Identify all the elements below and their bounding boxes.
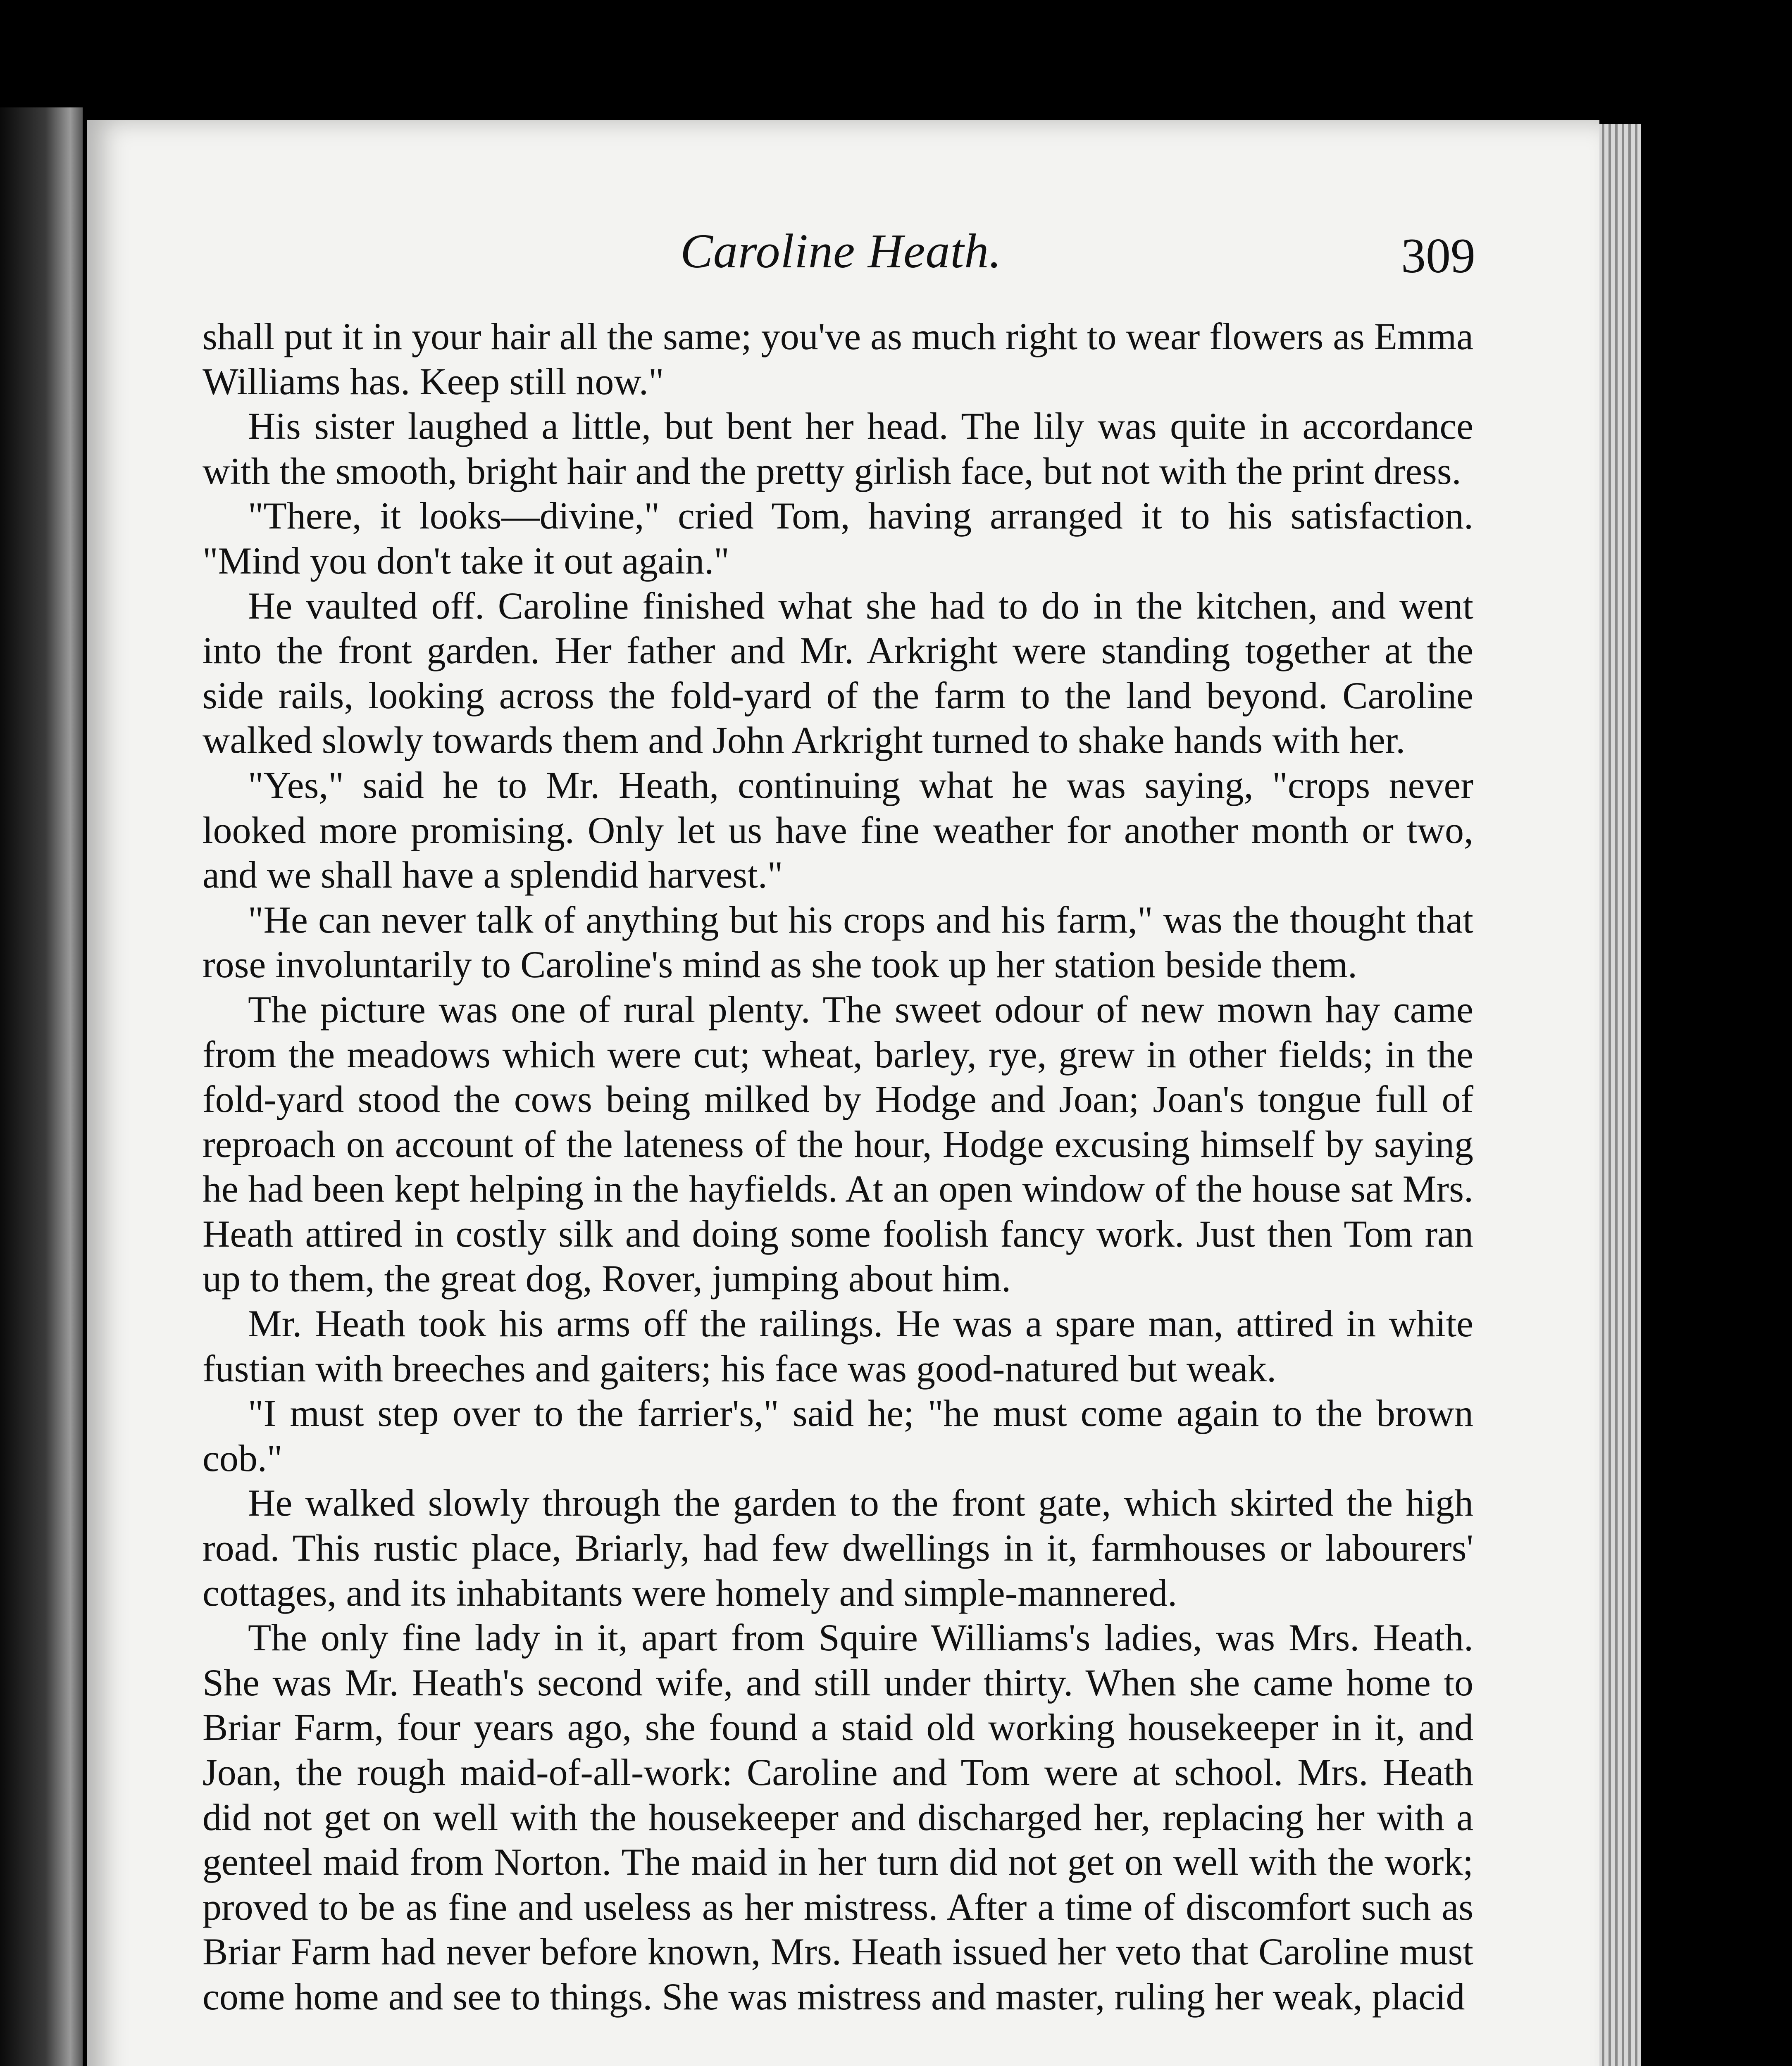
paragraph: He walked slowly through the garden to the front gate, which skirted the high road. This rustic place, Briarly, had few dwellings in it, farmhouses or labourers' cottages, and its inhabitants were homely and simple-mannered. xyxy=(203,1482,1473,1614)
book-spine xyxy=(0,107,83,2066)
body-text xyxy=(203,314,1473,2019)
paragraph: He vaulted off. Caroline finished what she had to do in the kitchen, and went into the front garden. Her father and Mr. Arkright were standing together at the side rails, looking across the fold-yard of the farm to the land beyond. Caroline walked slowly towards them and John Arkright turned to shake hands with her. xyxy=(203,584,1473,762)
paragraph: Mr. Heath took his arms off the railings. He was a spare man, attired in white fustian with breeches and gaiters; his face was good-natured but weak. xyxy=(203,1302,1473,1390)
paragraph: His sister laughed a little, but bent her head. The lily was quite in accordance with the smooth, bright hair and the pretty girlish face, but not with the print dress. xyxy=(203,405,1473,492)
page-number: 309 xyxy=(1401,228,1475,283)
paragraph: shall put it in your hair all the same; you've as much right to wear flowers as Emma Williams has. Keep still now." xyxy=(203,315,1473,402)
paragraph: The only fine lady in it, apart from Squire Williams's ladies, was Mrs. Heath. She was Mr. Heath's second wife, and still under thirty. When she came home to Briar Farm, four years ago, she found a staid old working housekeeper in it, and Joan, the rough maid-of-all-work: Caroline and Tom were at school. Mrs. Heath did not get on well with the housekeeper and discharged her, replacing her with a genteel maid from Norton. The maid in her turn did not get on well with the work; proved to be as fine and useless as her mistress. After a time of discomfort such as Briar Farm had never before known, Mrs. Heath issued her veto that Caroline must come home and see to things. She was mistress and master, ruling her weak, placid xyxy=(203,1616,1473,2018)
paragraph: "He can never talk of anything but his crops and his farm," was the thought that rose involuntarily to Caroline's mind as she took up her station beside them. xyxy=(203,898,1473,986)
paragraph: "There, it looks—divine," cried Tom, having arranged it to his satisfaction. "Mind you don't take it out again." xyxy=(203,495,1473,582)
paragraph: "Yes," said he to Mr. Heath, continuing what he was saying, "crops never looked more promising. Only let us have fine weather for another month or two, and we shall have a splendid harvest." xyxy=(203,764,1473,896)
book-page xyxy=(87,120,1599,2066)
paragraph: The picture was one of rural plenty. The sweet odour of new mown hay came from the meadows which were cut; wheat, barley, rye, grew in other fields; in the fold-yard stood the cows being milked by Hodge and Joan; Joan's tongue full of reproach on account of the lateness of the hour, Hodge excusing himself by saying he had been kept helping in the hayfields. At an open window of the house sat Mrs. Heath attired in costly silk and doing some foolish fancy work. Just then Tom ran up to them, the great dog, Rover, jumping about him. xyxy=(203,988,1473,1300)
running-title: Caroline Heath. xyxy=(680,224,1002,278)
page-header xyxy=(207,223,1475,314)
paragraph: "I must step over to the farrier's," said he; "he must come again to the brown cob." xyxy=(203,1392,1473,1479)
